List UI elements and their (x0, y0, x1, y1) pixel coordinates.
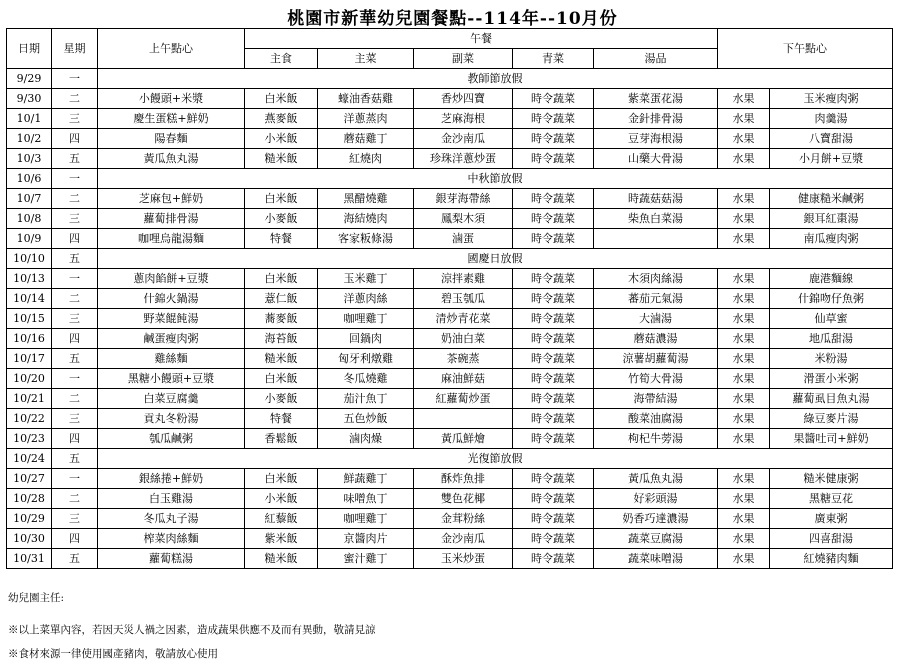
main-dish-cell: 滷肉燥 (318, 429, 414, 449)
date-cell: 10/8 (7, 209, 52, 229)
menu-row (7, 129, 893, 149)
weekday-cell: 三 (52, 209, 98, 229)
header-side-dish: 副菜 (414, 49, 513, 69)
menu-row (7, 289, 893, 309)
soup-cell: 金針排骨湯 (594, 109, 718, 129)
side-dish-cell: 酥炸魚排 (414, 469, 513, 489)
vegetable-cell: 時令蔬菜 (513, 189, 594, 209)
header-afternoon-snack: 下午點心 (718, 29, 893, 69)
staple-cell: 白米飯 (245, 189, 318, 209)
menu-row (7, 329, 893, 349)
morning-snack-cell: 蘿蔔糕湯 (98, 549, 245, 569)
soup-cell: 枸杞牛蒡湯 (594, 429, 718, 449)
staple-cell: 蕎麥飯 (245, 309, 318, 329)
fruit-cell: 水果 (718, 329, 770, 349)
main-dish-cell: 海結燒肉 (318, 209, 414, 229)
date-cell: 10/9 (7, 229, 52, 249)
weekday-cell: 四 (52, 129, 98, 149)
staple-cell: 小麥飯 (245, 209, 318, 229)
staple-cell: 香鬆飯 (245, 429, 318, 449)
main-dish-cell: 客家粄條湯 (318, 229, 414, 249)
main-dish-cell: 洋蔥肉絲 (318, 289, 414, 309)
vegetable-cell: 時令蔬菜 (513, 209, 594, 229)
main-dish-cell: 五色炒飯 (318, 409, 414, 429)
header-lunch: 午餐 (245, 29, 718, 49)
afternoon-snack-cell: 米粉湯 (770, 349, 893, 369)
fruit-cell: 水果 (718, 549, 770, 569)
date-cell: 10/27 (7, 469, 52, 489)
morning-snack-cell: 鹹蛋瘦肉粥 (98, 329, 245, 349)
fruit-cell: 水果 (718, 189, 770, 209)
weekday-cell: 五 (52, 449, 98, 469)
menu-row (7, 529, 893, 549)
afternoon-snack-cell: 鹿港麵線 (770, 269, 893, 289)
morning-snack-cell: 小饅頭+米漿 (98, 89, 245, 109)
afternoon-snack-cell: 肉羹湯 (770, 109, 893, 129)
soup-cell: 時蔬菇菇湯 (594, 189, 718, 209)
date-cell: 10/14 (7, 289, 52, 309)
vegetable-cell: 時令蔬菜 (513, 469, 594, 489)
fruit-cell: 水果 (718, 109, 770, 129)
morning-snack-cell: 陽春麵 (98, 129, 245, 149)
date-cell: 10/10 (7, 249, 52, 269)
side-dish-cell: 珍珠洋蔥炒蛋 (414, 149, 513, 169)
morning-snack-cell: 榨菜肉絲麵 (98, 529, 245, 549)
morning-snack-cell: 雞絲麵 (98, 349, 245, 369)
staple-cell: 小麥飯 (245, 389, 318, 409)
menu-row (7, 489, 893, 509)
menu-row (7, 509, 893, 529)
holiday-cell: 國慶日放假 (98, 249, 893, 269)
staple-cell: 燕麥飯 (245, 109, 318, 129)
menu-row (7, 229, 893, 249)
menu-row (7, 549, 893, 569)
vegetable-cell: 時令蔬菜 (513, 389, 594, 409)
staple-cell: 糙米飯 (245, 349, 318, 369)
menu-table (6, 28, 893, 569)
side-dish-cell: 金茸粉絲 (414, 509, 513, 529)
soup-cell: 奶香巧達濃湯 (594, 509, 718, 529)
staple-cell: 紅藜飯 (245, 509, 318, 529)
weekday-cell: 四 (52, 529, 98, 549)
weekday-cell: 二 (52, 489, 98, 509)
vegetable-cell: 時令蔬菜 (513, 269, 594, 289)
main-dish-cell: 鮮蔬雞丁 (318, 469, 414, 489)
afternoon-snack-cell: 八寶甜湯 (770, 129, 893, 149)
holiday-row (7, 69, 893, 89)
morning-snack-cell: 芝麻包+鮮奶 (98, 189, 245, 209)
pork-source-note: ※食材來源一律使用國產豬肉，敬請放心使用 (8, 648, 218, 660)
morning-snack-cell: 什錦火鍋湯 (98, 289, 245, 309)
afternoon-snack-cell: 銀耳紅棗湯 (770, 209, 893, 229)
menu-row (7, 149, 893, 169)
menu-row (7, 369, 893, 389)
afternoon-snack-cell: 玉米瘦肉粥 (770, 89, 893, 109)
weekday-cell: 五 (52, 149, 98, 169)
staple-cell: 白米飯 (245, 89, 318, 109)
fruit-cell: 水果 (718, 469, 770, 489)
date-cell: 10/17 (7, 349, 52, 369)
afternoon-snack-cell: 果醬吐司+鮮奶 (770, 429, 893, 449)
date-cell: 9/29 (7, 69, 52, 89)
weekday-cell: 一 (52, 169, 98, 189)
weekday-cell: 五 (52, 249, 98, 269)
soup-cell: 木須肉絲湯 (594, 269, 718, 289)
side-dish-cell: 茶碗蒸 (414, 349, 513, 369)
soup-cell: 酸菜油腐湯 (594, 409, 718, 429)
soup-cell (594, 229, 718, 249)
fruit-cell: 水果 (718, 149, 770, 169)
vegetable-cell: 時令蔬菜 (513, 309, 594, 329)
menu-row (7, 269, 893, 289)
side-dish-cell: 碧玉瓠瓜 (414, 289, 513, 309)
morning-snack-cell: 蘿蔔排骨湯 (98, 209, 245, 229)
menu-row (7, 109, 893, 129)
afternoon-snack-cell: 黑糖豆花 (770, 489, 893, 509)
side-dish-cell: 香炒四寶 (414, 89, 513, 109)
vegetable-cell: 時令蔬菜 (513, 149, 594, 169)
vegetable-cell: 時令蔬菜 (513, 129, 594, 149)
main-dish-cell: 回鍋肉 (318, 329, 414, 349)
header-weekday: 星期 (52, 29, 98, 69)
weekday-cell: 四 (52, 429, 98, 449)
main-dish-cell: 洋蔥蒸肉 (318, 109, 414, 129)
weekday-cell: 三 (52, 409, 98, 429)
date-cell: 10/6 (7, 169, 52, 189)
page-title: 桃園市新華幼兒園餐點--114年--10月份 (287, 9, 618, 29)
morning-snack-cell: 瓠瓜鹹粥 (98, 429, 245, 449)
date-cell: 9/30 (7, 89, 52, 109)
main-dish-cell: 黑醋燒雞 (318, 189, 414, 209)
morning-snack-cell: 銀絲捲+鮮奶 (98, 469, 245, 489)
vegetable-cell: 時令蔬菜 (513, 409, 594, 429)
afternoon-snack-cell: 綠豆麥片湯 (770, 409, 893, 429)
weekday-cell: 二 (52, 189, 98, 209)
side-dish-cell: 芝麻海根 (414, 109, 513, 129)
morning-snack-cell: 蔥肉餡餅+豆漿 (98, 269, 245, 289)
staple-cell: 白米飯 (245, 369, 318, 389)
soup-cell: 紫菜蛋花湯 (594, 89, 718, 109)
weekday-cell: 一 (52, 69, 98, 89)
holiday-cell: 中秋節放假 (98, 169, 893, 189)
vegetable-cell: 時令蔬菜 (513, 529, 594, 549)
morning-snack-cell: 黑糖小饅頭+豆漿 (98, 369, 245, 389)
fruit-cell: 水果 (718, 129, 770, 149)
holiday-row (7, 449, 893, 469)
main-dish-cell: 冬瓜燒雞 (318, 369, 414, 389)
side-dish-cell: 黃瓜鮮燴 (414, 429, 513, 449)
weekday-cell: 三 (52, 509, 98, 529)
morning-snack-cell: 貢丸冬粉湯 (98, 409, 245, 429)
staple-cell: 白米飯 (245, 269, 318, 289)
vegetable-cell: 時令蔬菜 (513, 229, 594, 249)
afternoon-snack-cell: 什錦吻仔魚粥 (770, 289, 893, 309)
menu-body (7, 69, 893, 569)
vegetable-cell: 時令蔬菜 (513, 89, 594, 109)
soup-cell: 大滷湯 (594, 309, 718, 329)
vegetable-cell: 時令蔬菜 (513, 109, 594, 129)
side-dish-cell: 涼拌素雞 (414, 269, 513, 289)
weekday-cell: 二 (52, 389, 98, 409)
fruit-cell: 水果 (718, 509, 770, 529)
weekday-cell: 一 (52, 269, 98, 289)
date-cell: 10/3 (7, 149, 52, 169)
soup-cell: 蔬菜豆腐湯 (594, 529, 718, 549)
side-dish-cell: 麻油鮮菇 (414, 369, 513, 389)
soup-cell: 涼薯胡蘿蔔湯 (594, 349, 718, 369)
main-dish-cell: 京醬肉片 (318, 529, 414, 549)
staple-cell: 紫米飯 (245, 529, 318, 549)
side-dish-cell: 銀芽海帶絲 (414, 189, 513, 209)
date-cell: 10/22 (7, 409, 52, 429)
weekday-cell: 五 (52, 549, 98, 569)
afternoon-snack-cell: 蘿蔔虱目魚丸湯 (770, 389, 893, 409)
side-dish-cell: 雙色花椰 (414, 489, 513, 509)
staple-cell: 糙米飯 (245, 149, 318, 169)
soup-cell: 柴魚白菜湯 (594, 209, 718, 229)
morning-snack-cell: 冬瓜丸子湯 (98, 509, 245, 529)
staple-cell: 小米飯 (245, 129, 318, 149)
vegetable-cell: 時令蔬菜 (513, 429, 594, 449)
afternoon-snack-cell: 糙米健康粥 (770, 469, 893, 489)
side-dish-cell: 鳳梨木須 (414, 209, 513, 229)
date-cell: 10/23 (7, 429, 52, 449)
fruit-cell: 水果 (718, 429, 770, 449)
side-dish-cell: 金沙南瓜 (414, 129, 513, 149)
weekday-cell: 三 (52, 109, 98, 129)
side-dish-cell: 玉米炒蛋 (414, 549, 513, 569)
afternoon-snack-cell: 滑蛋小米粥 (770, 369, 893, 389)
menu-row (7, 409, 893, 429)
fruit-cell: 水果 (718, 389, 770, 409)
soup-cell: 蔬菜味噌湯 (594, 549, 718, 569)
vegetable-cell: 時令蔬菜 (513, 289, 594, 309)
side-dish-cell: 滷蛋 (414, 229, 513, 249)
date-cell: 10/30 (7, 529, 52, 549)
holiday-row (7, 169, 893, 189)
menu-row (7, 429, 893, 449)
morning-snack-cell: 野菜餛飩湯 (98, 309, 245, 329)
header-vegetable: 青菜 (513, 49, 594, 69)
date-cell: 10/1 (7, 109, 52, 129)
afternoon-snack-cell: 廣東粥 (770, 509, 893, 529)
side-dish-cell: 奶油白菜 (414, 329, 513, 349)
vegetable-cell: 時令蔬菜 (513, 489, 594, 509)
staple-cell: 白米飯 (245, 469, 318, 489)
holiday-cell: 光復節放假 (98, 449, 893, 469)
vegetable-cell: 時令蔬菜 (513, 509, 594, 529)
weekday-cell: 五 (52, 349, 98, 369)
menu-row (7, 389, 893, 409)
staple-cell: 薏仁飯 (245, 289, 318, 309)
date-cell: 10/13 (7, 269, 52, 289)
date-cell: 10/24 (7, 449, 52, 469)
main-dish-cell: 蘑菇雞丁 (318, 129, 414, 149)
date-cell: 10/16 (7, 329, 52, 349)
menu-row (7, 469, 893, 489)
side-dish-cell: 清炒青花菜 (414, 309, 513, 329)
soup-cell: 蘑菇濃湯 (594, 329, 718, 349)
morning-snack-cell: 慶生蛋糕+鮮奶 (98, 109, 245, 129)
fruit-cell: 水果 (718, 489, 770, 509)
main-dish-cell: 匈牙利燉雞 (318, 349, 414, 369)
menu-row (7, 349, 893, 369)
fruit-cell: 水果 (718, 349, 770, 369)
soup-cell: 豆芽海根湯 (594, 129, 718, 149)
header-soup: 湯品 (594, 49, 718, 69)
soup-cell: 蕃茄元氣湯 (594, 289, 718, 309)
main-dish-cell: 味噌魚丁 (318, 489, 414, 509)
afternoon-snack-cell: 南瓜瘦肉粥 (770, 229, 893, 249)
afternoon-snack-cell: 小月餅+豆漿 (770, 149, 893, 169)
menu-row (7, 309, 893, 329)
holiday-cell: 教師節放假 (98, 69, 893, 89)
main-dish-cell: 茄汁魚丁 (318, 389, 414, 409)
vegetable-cell: 時令蔬菜 (513, 329, 594, 349)
date-cell: 10/2 (7, 129, 52, 149)
main-dish-cell: 紅燒肉 (318, 149, 414, 169)
date-cell: 10/15 (7, 309, 52, 329)
vegetable-cell: 時令蔬菜 (513, 349, 594, 369)
main-dish-cell: 咖哩雞丁 (318, 509, 414, 529)
staple-cell: 特餐 (245, 409, 318, 429)
weekday-cell: 一 (52, 369, 98, 389)
main-dish-cell: 咖哩雞丁 (318, 309, 414, 329)
director-signature-label: 幼兒園主任: (8, 592, 65, 604)
afternoon-snack-cell: 地瓜甜湯 (770, 329, 893, 349)
afternoon-snack-cell: 健康糙米鹹粥 (770, 189, 893, 209)
fruit-cell: 水果 (718, 409, 770, 429)
staple-cell: 海苔飯 (245, 329, 318, 349)
side-dish-cell (414, 409, 513, 429)
fruit-cell: 水果 (718, 529, 770, 549)
main-dish-cell: 玉米雞丁 (318, 269, 414, 289)
fruit-cell: 水果 (718, 89, 770, 109)
morning-snack-cell: 白玉雞湯 (98, 489, 245, 509)
fruit-cell: 水果 (718, 369, 770, 389)
date-cell: 10/21 (7, 389, 52, 409)
header-main-dish: 主菜 (318, 49, 414, 69)
weekday-cell: 二 (52, 289, 98, 309)
weekday-cell: 三 (52, 309, 98, 329)
header-staple: 主食 (245, 49, 318, 69)
menu-change-note: ※以上菜單內容，若因天災人禍之因素，造成蔬果供應不及而有異動，敬請見諒 (8, 624, 376, 636)
fruit-cell: 水果 (718, 209, 770, 229)
date-cell: 10/29 (7, 509, 52, 529)
side-dish-cell: 金沙南瓜 (414, 529, 513, 549)
fruit-cell: 水果 (718, 309, 770, 329)
weekday-cell: 四 (52, 329, 98, 349)
vegetable-cell: 時令蔬菜 (513, 369, 594, 389)
soup-cell: 黃瓜魚丸湯 (594, 469, 718, 489)
weekday-cell: 一 (52, 469, 98, 489)
afternoon-snack-cell: 四喜甜湯 (770, 529, 893, 549)
fruit-cell: 水果 (718, 269, 770, 289)
staple-cell: 小米飯 (245, 489, 318, 509)
soup-cell: 竹筍大骨湯 (594, 369, 718, 389)
staple-cell: 特餐 (245, 229, 318, 249)
soup-cell: 海帶結湯 (594, 389, 718, 409)
afternoon-snack-cell: 仙草蜜 (770, 309, 893, 329)
date-cell: 10/7 (7, 189, 52, 209)
soup-cell: 山藥大骨湯 (594, 149, 718, 169)
morning-snack-cell: 黃瓜魚丸湯 (98, 149, 245, 169)
staple-cell: 糙米飯 (245, 549, 318, 569)
date-cell: 10/31 (7, 549, 52, 569)
main-dish-cell: 蜜汁雞丁 (318, 549, 414, 569)
menu-row (7, 189, 893, 209)
menu-row (7, 209, 893, 229)
morning-snack-cell: 白菜豆腐羹 (98, 389, 245, 409)
main-dish-cell: 蠔油香菇雞 (318, 89, 414, 109)
soup-cell: 好彩頭湯 (594, 489, 718, 509)
fruit-cell: 水果 (718, 289, 770, 309)
holiday-row (7, 249, 893, 269)
menu-row (7, 89, 893, 109)
date-cell: 10/28 (7, 489, 52, 509)
weekday-cell: 二 (52, 89, 98, 109)
afternoon-snack-cell: 紅燒豬肉麵 (770, 549, 893, 569)
vegetable-cell: 時令蔬菜 (513, 549, 594, 569)
weekday-cell: 四 (52, 229, 98, 249)
side-dish-cell: 紅蘿蔔炒蛋 (414, 389, 513, 409)
date-cell: 10/20 (7, 369, 52, 389)
header-date: 日期 (7, 29, 52, 69)
morning-snack-cell: 咖哩烏龍湯麵 (98, 229, 245, 249)
fruit-cell: 水果 (718, 229, 770, 249)
header-morning-snack: 上午點心 (98, 29, 245, 69)
